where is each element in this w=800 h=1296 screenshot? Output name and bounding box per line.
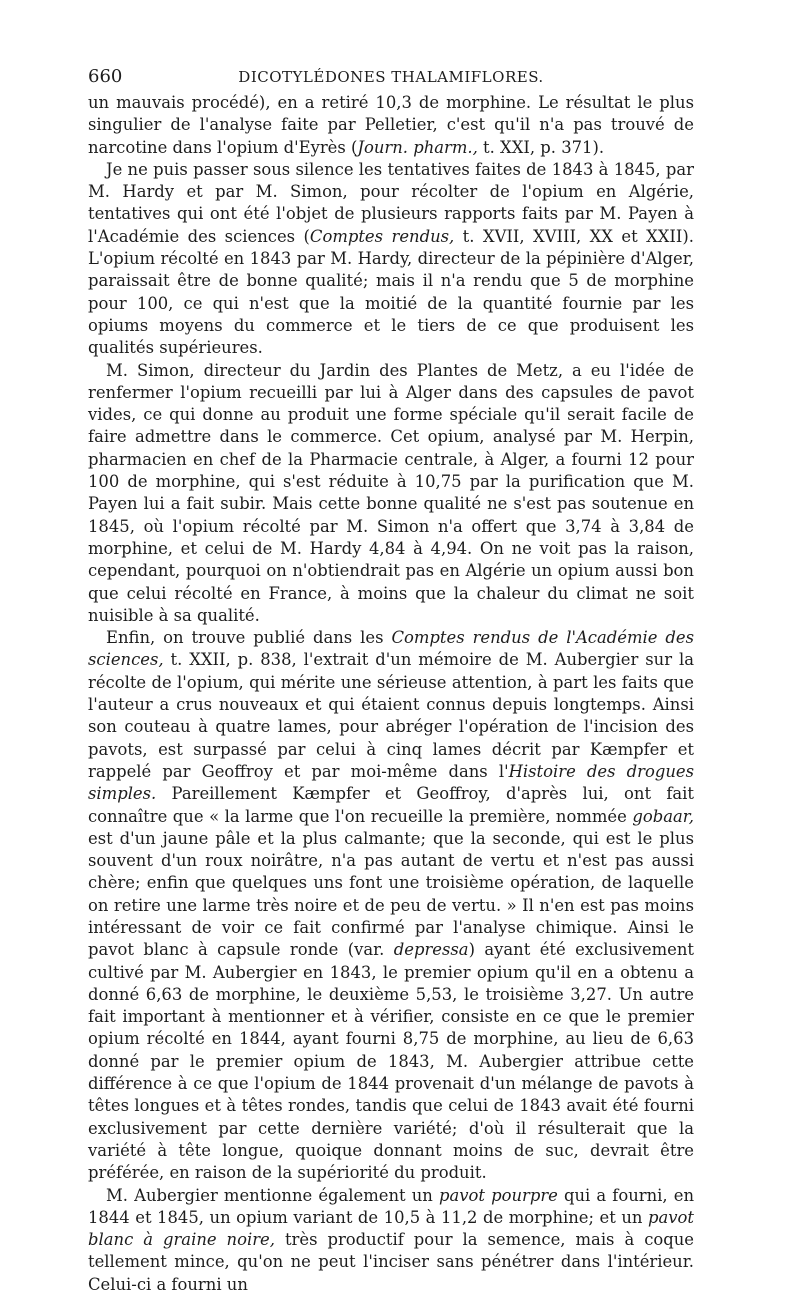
- running-header: [88, 66, 694, 92]
- paragraph: Enfin, on trouve publié dans les Comptes rendus de l'Académie des sciences, t. XXII, p. 838, l'extrait d'un mémoire de M. Aubergier sur la récolte de l'opium, qui mérite une sérieuse attention, à part les faits que l'auteur a crus nouveaux et qui étaient connus depuis longtemps. Ainsi son couteau à quatre lames, pour abréger l'opération de l'incision des pavots, est surpassé par celui à cinq lames décrit par Kæmpfer et rappelé par Geoffroy et par moi-même dans l'Histoire des drogues simples. Pareillement Kæmpfer et Geoffroy, d'après lui, ont fait connaître que « la larme que l'on recueille la première, nommée gobaar, est d'un jaune pâle et la plus calmante; que la seconde, qui est le plus souvent d'un roux noirâtre, n'a pas autant de vertu et n'est pas aussi chère; enfin que quelques uns font une troisième opération, de laquelle on retire une larme très noire et de peu de vertu. » Il n'en est pas moins intéressant de voir ce fait confirmé par l'analyse chimique. Ainsi le pavot blanc à capsule ronde (var. depressa) ayant été exclusivement cultivé par M. Aubergier en 1843, le premier opium qu'il en a obtenu a donné 6,63 de morphine, le deuxième 5,53, le troisième 3,27. Un autre fait important à mentionner et à vérifier, consiste en ce que le premier opium récolté en 1844, ayant fourni 8,75 de morphine, au lieu de 6,63 donné par le premier opium de 1843, M. Aubergier attribue cette différence à ce que l'opium de 1844 provenait d'un mélange de pavots à têtes longues et à têtes rondes, tandis que celui de 1843 avait été fourni exclusivement par cette dernière variété; d'où il résulterait que la variété à tête longue, quoique donnant moins de suc, devrait être préférée, en raison de la supériorité du produit.: [88, 628, 694, 1183]
- paragraph: M. Simon, directeur du Jardin des Plantes de Metz, a eu l'idée de renfermer l'opium recueilli par lui à Alger dans des capsules de pavot vides, ce qui donne au produit une forme spéciale qu'il serait facile de faire admettre dans le commerce. Cet opium, analysé par M. Herpin, pharmacien en chef de la Pharmacie centrale, à Alger, a fourni 12 pour 100 de morphine, qui s'est réduite à 10,75 par la purification que M. Payen lui a fait subir. Mais cette bonne qualité ne s'est pas soutenue en 1845, où l'opium récolté par M. Simon n'a offert que 3,74 à 3,84 de morphine, et celui de M. Hardy 4,84 à 4,94. On ne voit pas la raison, cependant, pourquoi on n'obtiendrait pas en Algérie un opium aussi bon que celui récolté en France, à moins que la chaleur du climat ne soit nuisible à sa qualité.: [88, 360, 694, 625]
- paragraph: un mauvais procédé), en a retiré 10,3 de morphine. Le résultat le plus singulier de l'analyse faite par Pelletier, c'est qu'il n'a pas trouvé de narcotine dans l'opium d'Eyrès (Journ. pharm., t. XXI, p. 371).: [88, 93, 694, 157]
- body-text: [88, 92, 694, 1296]
- paragraph: Je ne puis passer sous silence les tentatives faites de 1843 à 1845, par M. Hardy et par M. Simon, pour récolter de l'opium en Algérie, tentatives qui ont été l'objet de plusieurs rapports faits par M. Payen à l'Académie des sciences (Comptes rendus, t. XVII, XVIII, XX et XXII). L'opium récolté en 1843 par M. Hardy, directeur de la pépinière d'Alger, paraissait être de bonne qualité; mais il n'a rendu que 5 de morphine pour 100, ce qui n'est que la moitié de la quantité fournie par les opiums moyens du commerce et le tiers de ce que produisent les qualités supérieures.: [88, 159, 694, 358]
- book-page: [88, 66, 694, 1296]
- paragraph: M. Aubergier mentionne également un pavot pourpre qui a fourni, en 1844 et 1845, un opium variant de 10,5 à 11,2 de morphine; et un pavot blanc à graine noire, très productif pour la semence, mais à coque tellement mince, qu'on ne peut l'inciser sans pénétrer dans l'intérieur. Celui-ci a fourni un: [88, 1185, 695, 1294]
- page-number: 660: [88, 66, 123, 87]
- running-title: DICOTYLÉDONES THALAMIFLORES.: [238, 68, 544, 86]
